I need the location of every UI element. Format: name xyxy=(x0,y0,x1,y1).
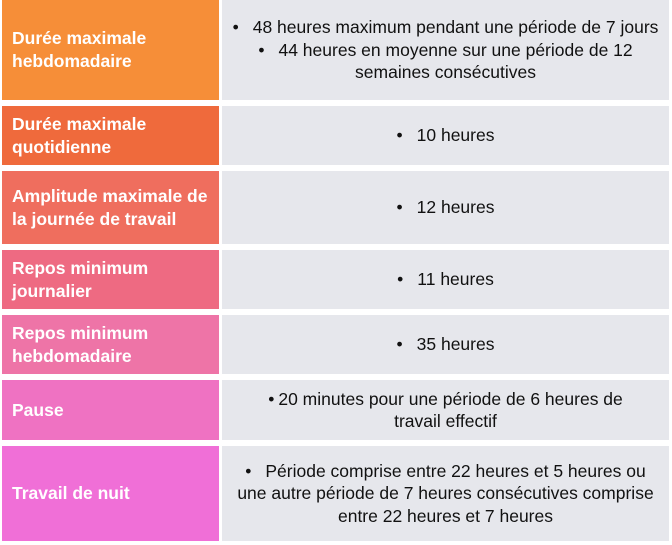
row-value xyxy=(222,380,669,440)
row-label: Pause xyxy=(2,380,219,440)
row-repos-minimum-journalier xyxy=(0,250,672,309)
value-text: 11 heures xyxy=(417,269,494,290)
bullet-icon: • xyxy=(396,334,403,355)
value-item xyxy=(244,388,647,433)
row-travail-de-nuit xyxy=(0,446,672,541)
bullet-icon: • xyxy=(232,17,239,38)
row-duree-maximale-hebdomadaire xyxy=(0,0,672,100)
value-text: 20 minutes pour une période de 6 heures de travail effectif xyxy=(278,388,623,431)
row-label: Durée maximale quotidienne xyxy=(2,106,219,165)
value-item xyxy=(397,196,495,219)
value-text: 35 heures xyxy=(416,334,495,355)
bullet-icon: • xyxy=(268,388,275,409)
bullet-icon: • xyxy=(245,460,252,481)
value-item xyxy=(397,333,495,356)
row-repos-minimum-hebdomadaire xyxy=(0,315,672,374)
bullet-icon: • xyxy=(396,125,403,146)
value-item xyxy=(234,460,657,528)
row-pause xyxy=(0,380,672,440)
value-text: 10 heures xyxy=(416,125,495,146)
value-item xyxy=(230,39,661,84)
row-value xyxy=(222,250,669,309)
value-item xyxy=(397,124,495,147)
row-label: Amplitude maximale de la journée de travail xyxy=(2,171,219,244)
value-text: Période comprise entre 22 heures et 5 heures ou une autre période de 7 heures consécutives comprise entre 22 heures et 7 heures xyxy=(237,460,654,526)
row-value xyxy=(222,0,669,100)
row-label: Travail de nuit xyxy=(2,446,219,541)
row-value xyxy=(222,315,669,374)
row-label: Repos minimum journalier xyxy=(2,250,219,309)
value-text: 44 heures en moyenne sur une période de 12 semaines consécutives xyxy=(278,39,633,83)
row-duree-maximale-quotidienne xyxy=(0,106,672,165)
bullet-icon: • xyxy=(397,269,404,290)
bullet-icon: • xyxy=(258,39,265,60)
row-value xyxy=(222,446,669,541)
row-label: Repos minimum hebdomadaire xyxy=(2,315,219,374)
row-label: Durée maximale hebdomadaire xyxy=(2,0,219,100)
bullet-icon: • xyxy=(396,197,403,218)
row-amplitude-maximale xyxy=(0,171,672,244)
value-text: 12 heures xyxy=(416,197,495,218)
row-value xyxy=(222,106,669,165)
value-item xyxy=(397,268,494,291)
value-item xyxy=(233,16,659,39)
value-text: 48 heures maximum pendant une période de 7 jours xyxy=(252,17,659,38)
row-value xyxy=(222,171,669,244)
